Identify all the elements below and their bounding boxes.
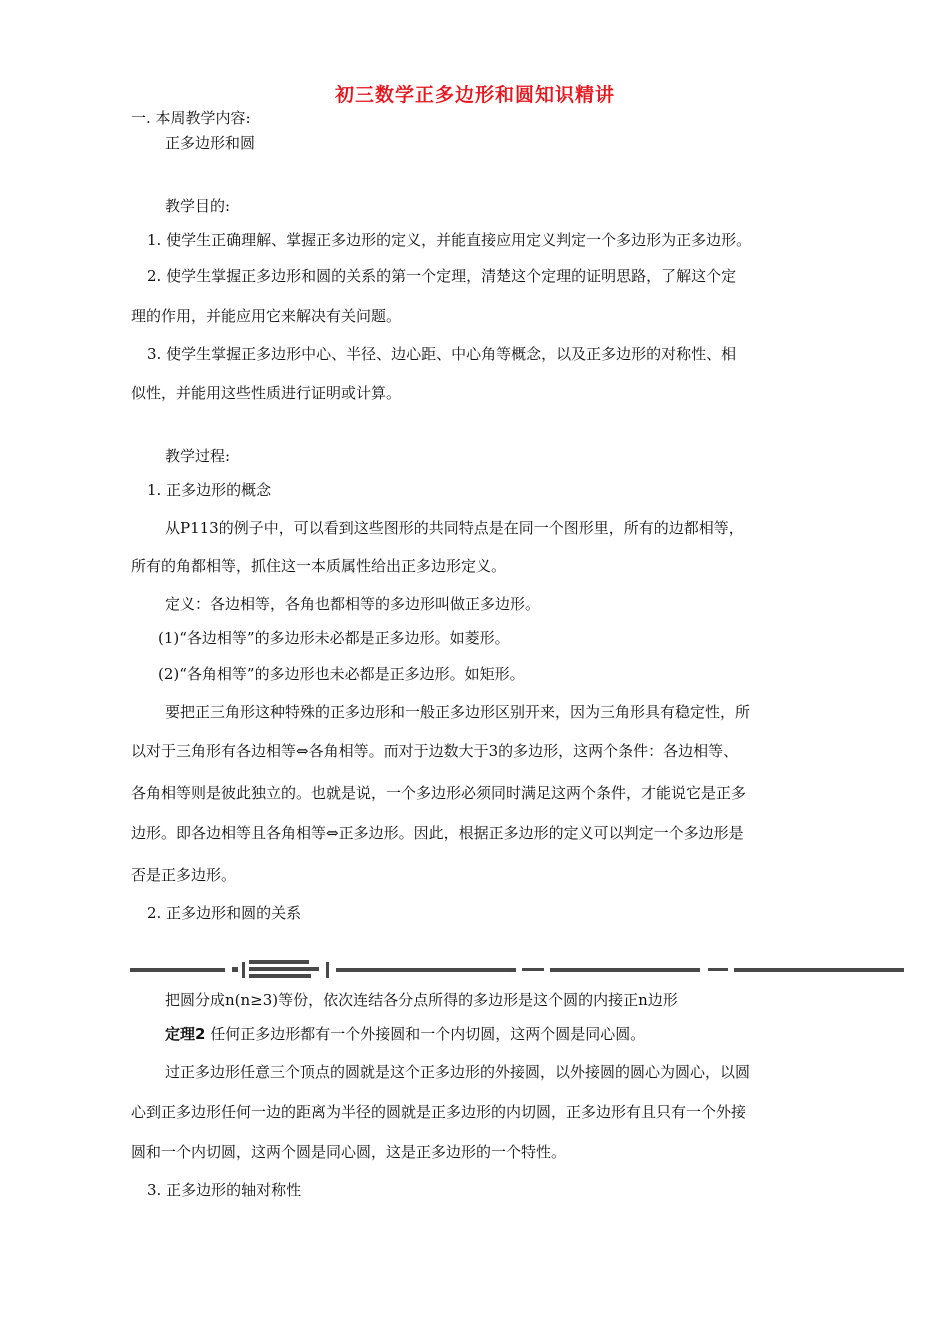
goal-line: 1. 使学生正确理解、掌握正多边形的定义，并能直接应用定义判定一个多边形为正多边形。 bbox=[147, 231, 752, 249]
goals-heading: 教学目的: bbox=[165, 197, 231, 215]
content-heading: 一. 本周教学内容: bbox=[131, 109, 251, 127]
theorem-label: 定理2 bbox=[165, 1025, 206, 1043]
item1-heading: 1. 正多边形的概念 bbox=[147, 481, 272, 499]
garbled-formula-strip bbox=[130, 958, 910, 980]
paragraph-line: 圆和一个内切圆，这两个圆是同心圆，这是正多边形的一个特性。 bbox=[131, 1143, 567, 1161]
paragraph-line: 各角相等则是彼此独立的。也就是说，一个多边形必须同时满足这两个条件，才能说它是正多 bbox=[131, 784, 747, 802]
definition-line: 定义：各边相等，各角也都相等的多边形叫做正多边形。 bbox=[165, 595, 541, 613]
paragraph-line: 否是正多边形。 bbox=[131, 866, 237, 884]
garbled-formula-graphic bbox=[130, 958, 910, 980]
paragraph-line: 所有的角都相等，抓住这一本质属性给出正多边形定义。 bbox=[131, 557, 507, 575]
paragraph-line: 过正多边形任意三个顶点的圆就是这个正多边形的外接圆，以外接圆的圆心为圆心，以圆 bbox=[165, 1063, 751, 1081]
goal-line: 理的作用，并能应用它来解决有关问题。 bbox=[131, 307, 402, 325]
item3-heading: 3. 正多边形的轴对称性 bbox=[147, 1181, 302, 1199]
goal-line: 2. 使学生掌握正多边形和圆的关系的第一个定理，清楚这个定理的证明思路，了解这个定 bbox=[147, 267, 737, 285]
theorem-text: 任何正多边形都有一个外接圆和一个内切圆，这两个圆是同心圆。 bbox=[210, 1025, 646, 1043]
paragraph-line: 从P113的例子中，可以看到这些图形的共同特点是在同一个图形里，所有的边都相等， bbox=[165, 519, 744, 537]
note-line: (2)“各角相等”的多边形也未必都是正多边形。如矩形。 bbox=[158, 665, 525, 683]
paragraph-line: 心到正多边形任何一边的距离为半径的圆就是正多边形的内切圆，正多边形有且只有一个外接 bbox=[131, 1103, 747, 1121]
goal-line: 3. 使学生掌握正多边形中心、半径、边心距、中心角等概念，以及正多边形的对称性、相 bbox=[147, 345, 737, 363]
paragraph-line: 要把正三角形这种特殊的正多边形和一般正多边形区别开来，因为三角形具有稳定性，所 bbox=[165, 703, 751, 721]
theorem-line bbox=[165, 1024, 645, 1044]
note-line: (1)“各边相等”的多边形未必都是正多边形。如菱形。 bbox=[158, 629, 510, 647]
goal-line: 似性，并能用这些性质进行证明或计算。 bbox=[131, 384, 402, 402]
item2-heading: 2. 正多边形和圆的关系 bbox=[147, 904, 302, 922]
content-topic: 正多边形和圆 bbox=[165, 134, 256, 152]
paragraph-line: 把圆分成n(n≥3)等份，依次连结各分点所得的多边形是这个圆的内接正n边形 bbox=[165, 991, 678, 1009]
paragraph-line: 边形。即各边相等且各角相等⇔正多边形。因此，根据正多边形的定义可以判定一个多边形是 bbox=[131, 824, 744, 842]
page-title: 初三数学正多边形和圆知识精讲 bbox=[334, 84, 615, 106]
process-heading: 教学过程: bbox=[165, 447, 231, 465]
paragraph-line: 以对于三角形有各边相等⇔各角相等。而对于边数大于3的多边形，这两个条件：各边相等、 bbox=[131, 742, 739, 760]
